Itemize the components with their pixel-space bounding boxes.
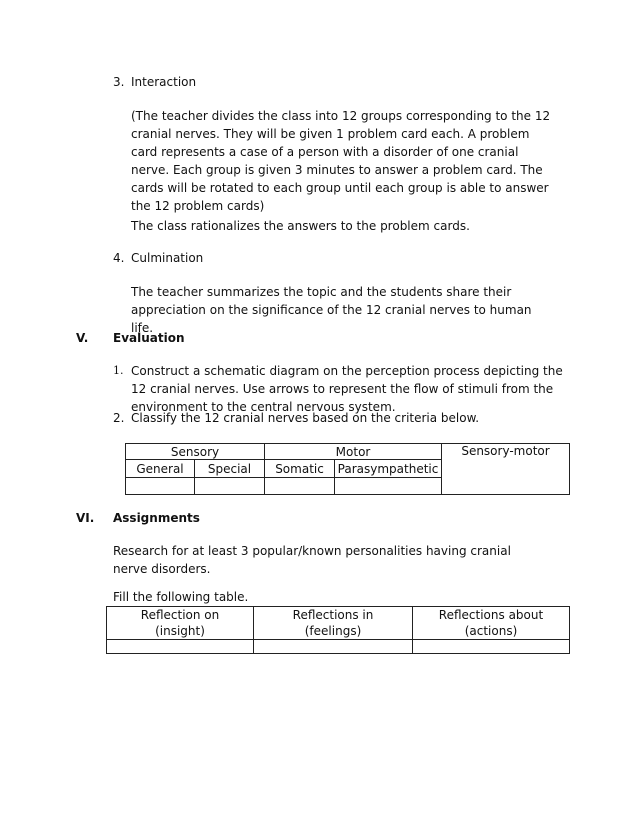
interaction-rationale: The class rationalizes the answers to the problem cards.: [131, 219, 470, 233]
reflection-feelings-header: [254, 607, 413, 640]
culmination-paragraph: The teacher summarizes the topic and the students share their appreciation on the significance of the 12 cranial nerves to human life.: [131, 285, 532, 335]
reflection-insight-line2: (insight): [155, 624, 205, 638]
parasympathetic-header: Parasympathetic: [335, 460, 442, 478]
interaction-number: 3.: [113, 75, 125, 89]
reflection-feelings-line1: Reflections in: [292, 608, 374, 622]
reflection-insight-cell[interactable]: [107, 640, 254, 654]
culmination-heading: Culmination: [131, 251, 204, 265]
reflection-feelings-line2: (feelings): [304, 624, 362, 638]
evaluation-item-2-text: Classify the 12 cranial nerves based on the criteria below.: [131, 411, 480, 425]
assignments-heading: Assignments: [113, 511, 200, 525]
reflection-actions-header: [413, 607, 570, 640]
fill-table-label: Fill the following table.: [113, 590, 249, 604]
somatic-header: Somatic: [265, 460, 335, 478]
reflection-actions-line1: Reflections about: [438, 608, 544, 622]
special-cell[interactable]: [195, 478, 265, 495]
culmination-number: 4.: [113, 251, 125, 265]
evaluation-heading: Evaluation: [113, 331, 185, 345]
general-cell[interactable]: [126, 478, 195, 495]
assignments-paragraph: Research for at least 3 popular/known personalities having cranial nerve disorders.: [113, 544, 511, 576]
interaction-paragraph: (The teacher divides the class into 12 groups corresponding to the 12 cranial nerves. They will be given 1 problem card each. A problem card represents a case of a person with a disorder of one cranial nerve. Each group is given 3 minutes to answer a problem card. The cards will be rotated to each group until each group is able to answer the 12 problem cards): [131, 109, 551, 213]
motor-header: Motor: [265, 444, 442, 460]
reflection-actions-cell[interactable]: [413, 640, 570, 654]
sensory-header: Sensory: [126, 444, 265, 460]
evaluation-numeral: V.: [76, 331, 89, 345]
classification-table: [125, 443, 570, 495]
sensory-motor-header: Sensory-motor: [442, 444, 570, 495]
reflection-insight-line1: Reflection on: [140, 608, 220, 622]
reflection-actions-line2: (actions): [464, 624, 518, 638]
evaluation-item-1-text: Construct a schematic diagram on the perception process depicting the 12 cranial nerves. Use arrows to represent the flow of stimuli from the environment to the central nervous system.: [131, 364, 563, 414]
reflection-feelings-cell[interactable]: [254, 640, 413, 654]
reflection-table: [106, 606, 570, 654]
special-header: Special: [195, 460, 265, 478]
parasympathetic-cell[interactable]: [335, 478, 442, 495]
evaluation-item-1-number: 1.: [113, 364, 124, 377]
general-header: General: [126, 460, 195, 478]
reflection-insight-header: [107, 607, 254, 640]
assignments-numeral: VI.: [76, 511, 95, 525]
somatic-cell[interactable]: [265, 478, 335, 495]
interaction-heading: Interaction: [131, 75, 197, 89]
evaluation-item-2-number: 2.: [113, 411, 125, 425]
